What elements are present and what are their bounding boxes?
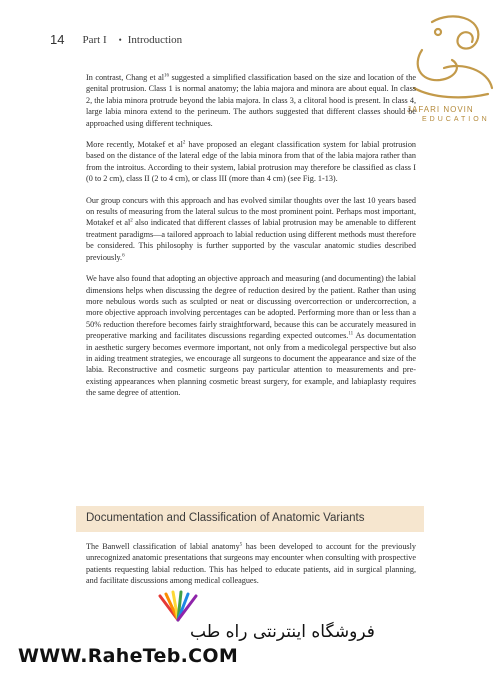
header-separator: • (118, 34, 122, 45)
part-label: Part I (82, 33, 107, 46)
paragraph: More recently, Motakef et $al^2$ have proposed an elegant classification system for labial protrusion based on the distance of the lateral edge of the labia minora from that of the labia majora rather than from the introitus. According to their system, labial protrusion may therefore be classified as class I (0 to 2 cm), class II (2 to 4 cm), or class III (more than 4 cm) (see Fig. 1-13). (86, 140, 417, 184)
running-header (50, 32, 182, 47)
final-paragraph: The Banwell classification of labial anatomy$^5$ has been developed to account for the previously unrecognized anatomic presentations that surgeons may encounter when consulting with prospective patients requesting labial reduction. This has helped to educate patients, aid in surgical planning, and facilitate discussions among medical colleagues. (86, 542, 416, 586)
watermark-url: WWW.RaheTeb.COM (18, 645, 239, 667)
section-heading-bar (76, 506, 424, 532)
paragraph: We have also found that adopting an objective approach and measuring (and documenting) the labial dimensions helps when discussing the degree of reduction desired by the patient. Rather than using more nebulous words such as sculpted or neat or discussing overcorrection or undercorrection, a more objective approach involving percentages can be adopted. Performing more than or less than a 50% reduction therefore becomes fairly straightforward, because this can be accurately measured in preoperative marking and facilitates discussions regarding expected outcomes.$^{11}$ As documentation in aesthetic surgery becomes evermore important, not only from a medicolegal perspective but also in aiding treatment strategies, we encourage all surgeons to document the appearance and size of the labia. Reconstructive and cosmetic surgeons pay particular attention to measurements and pre-existing appearances when planning cosmetic breast surgery, for example, and labiaplasty requires the same degree of attention. (86, 274, 416, 398)
logo-sub: EDUCATION (422, 116, 490, 123)
section-heading: Documentation and Classification of Anatomic Variants (86, 512, 365, 524)
section-label: Introduction (127, 33, 183, 46)
open-book-icon (148, 590, 208, 624)
watermark-persian: فروشگاه اینترنتی راه طب (190, 622, 375, 642)
logo-name: JAFARI NOVIN (407, 105, 474, 114)
paragraph: Our group concurs with this approach and has evolved similar thoughts over the last 10 years based on results of measuring from the lateral sulcus to the most prominent point. Perhaps most important, Motakef et $al^2$ also indicated that different classes of labial protrusion may be amenable to different treatment paradigms—a tailored approach to labial reduction using different methods must therefore be considered. This philosophy is further supported by the vascular anatomic studies described previously.$^6$ (86, 195, 416, 262)
body-text (86, 72, 416, 409)
page-number: 14 (50, 32, 65, 47)
paragraph: In contrast, Chang et $al^{16}$ suggested a simplified classification based on the size and location of the genital protrusion. Class 1 is normal anatomy; the labia majora and minora are about equal. In class 2, the labia minora protrude beyond the labia majora. In class 3, a clitoral hood is present. In class 4, large labia minora extend to the perineum. The authors suggested that different classes should be approached using different techniques. (86, 73, 416, 128)
